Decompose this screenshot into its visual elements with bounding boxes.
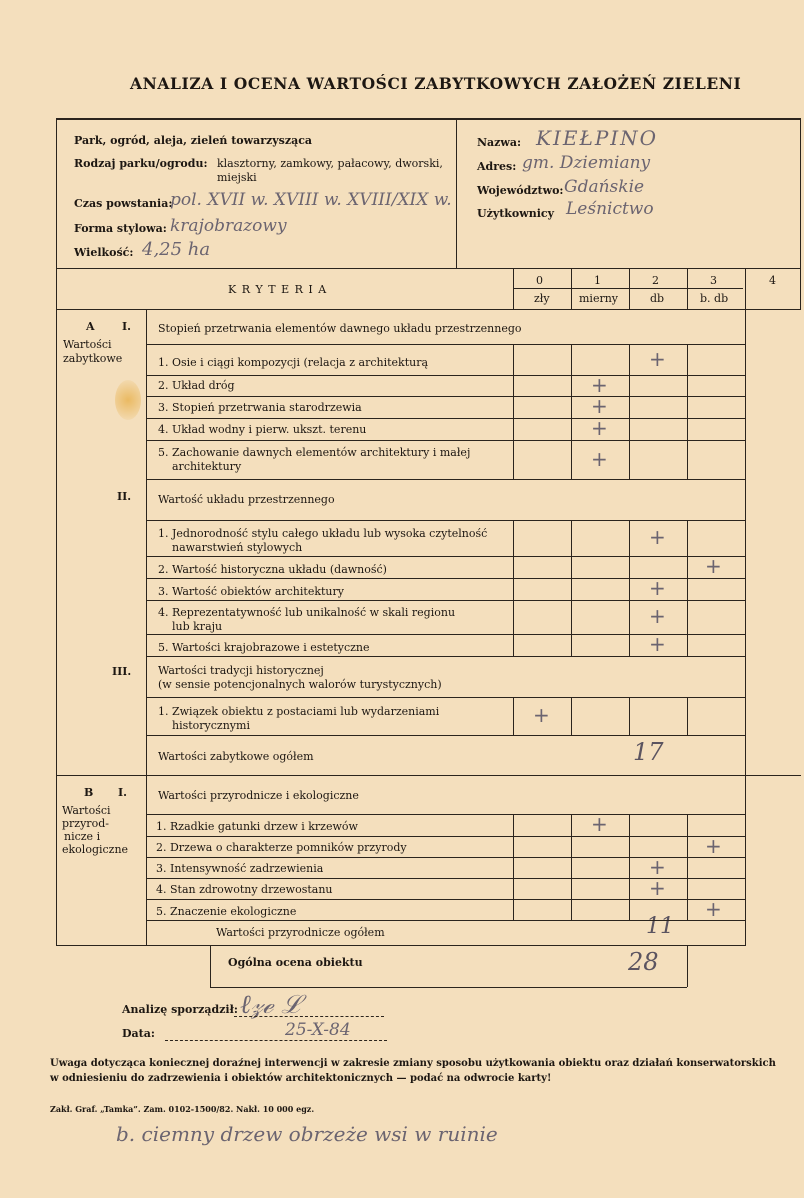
rodzaj-options: klasztorny, zamkowy, pałacowy, dworski, — [217, 157, 443, 170]
adres-value: gm. Dziemiany — [522, 153, 651, 173]
forma-label: Forma stylowa: — [74, 222, 167, 235]
date-label: Data: — [122, 1027, 155, 1040]
item-a-ii-1: 1. Jednorodność stylu całego układu lub wysoka czytelność — [158, 527, 488, 540]
col-sep — [687, 520, 688, 656]
header-col-sep — [513, 268, 514, 309]
score-2-name: db — [650, 292, 665, 305]
group-b-bottom — [146, 814, 745, 815]
info-divider — [456, 118, 457, 268]
col-sep — [745, 814, 746, 920]
total-przyrodnicze-label: Wartości przyrodnicze ogółem — [216, 926, 385, 939]
col-sep — [571, 520, 572, 656]
item-b-1: 1. Rzadkie gatunki drzew i krzewów — [156, 820, 358, 833]
kryteria-label: K R Y T E R I A — [228, 283, 328, 296]
row-line — [146, 556, 745, 557]
header-col-sep — [571, 268, 572, 309]
author-dots — [234, 1016, 384, 1017]
overall-value: 28 — [628, 948, 659, 976]
col-sep — [687, 697, 688, 735]
item-b-5: 5. Znaczenie ekologiczne — [156, 905, 297, 918]
note-line-1: Uwaga dotycząca koniecznej doraźnej interwencji w zakresie zmiany sposobu użytkowania obiektu oraz działań konserwatorskich — [50, 1058, 776, 1069]
section-b-roman: I. — [118, 786, 127, 799]
wojewodztwo-label: Województwo: — [477, 184, 564, 197]
frame-right-top — [800, 118, 801, 268]
score-3-num: 3 — [710, 274, 717, 287]
header-col-sep — [800, 268, 801, 309]
wielkosc-label: Wielkość: — [74, 246, 134, 259]
rodzaj-label: Rodzaj parku/ogrodu: — [74, 157, 208, 170]
score-0-num: 0 — [536, 274, 543, 287]
czas-label: Czas powstania: — [74, 197, 173, 210]
b-i-mark: + — [705, 833, 722, 858]
author-signature: ℓ𝓏ℯ ℒ — [240, 990, 301, 1020]
item-a-ii-3: 3. Wartość obiektów architektury — [158, 585, 344, 598]
row-line — [146, 656, 745, 657]
wojewodztwo-value: Gdańskie — [564, 177, 645, 197]
item-b-4: 4. Stan zdrowotny drzewostanu — [156, 883, 333, 896]
header-col-sep — [687, 268, 688, 309]
forma-value: krajobrazowy — [170, 216, 287, 236]
group-iii-subtitle: (w sensie potencjonalnych walorów turystycznych) — [158, 678, 442, 691]
col-sep — [687, 814, 688, 920]
date-value: 25-X-84 — [285, 1020, 351, 1040]
row-line — [146, 920, 745, 921]
nazwa-label: Nazwa: — [477, 136, 522, 149]
b-i-mark: + — [591, 812, 608, 836]
uzytkownicy-value: Leśnictwo — [566, 199, 654, 219]
overall-bottom — [210, 987, 687, 988]
date-dots — [165, 1040, 387, 1041]
b-i-mark: + — [705, 896, 722, 921]
group-iii-bottom — [146, 697, 745, 698]
section-a-code: A — [86, 320, 95, 333]
author-label: Analizę sporządził: — [122, 1003, 238, 1016]
item-b-2: 2. Drzewa o charakterze pomników przyrody — [156, 841, 407, 854]
total-przyrodnicze-value: 11 — [646, 914, 674, 939]
col-sep — [745, 344, 746, 479]
a-i-mark: + — [591, 394, 608, 418]
col-sep — [513, 520, 514, 656]
row-line — [146, 396, 745, 397]
row-line — [146, 735, 745, 736]
col-sep — [513, 814, 514, 920]
section-a-bottom — [56, 775, 801, 776]
col-sep — [571, 344, 572, 479]
item-a-i-5: 5. Zachowanie dawnych elementów architektury i małej — [158, 446, 471, 459]
section-b-bottom — [56, 945, 746, 946]
item-a-ii-4-cont: lub kraju — [172, 620, 223, 633]
item-b-3: 3. Intensywność zadrzewienia — [156, 862, 324, 875]
row-line — [146, 375, 745, 376]
header-col-sep — [629, 268, 630, 309]
overall-label: Ogólna ocena obiektu — [228, 956, 363, 969]
a-ii-mark: + — [649, 604, 666, 628]
item-a-ii-1-cont: nawarstwień stylowych — [172, 541, 303, 554]
section-a-name-2: zabytkowe — [63, 352, 123, 365]
rodzaj-options-2: miejski — [217, 171, 257, 184]
group-i-title: Stopień przetrwania elementów dawnego układu przestrzennego — [158, 322, 522, 335]
col-sep — [629, 697, 630, 735]
score-0-name: zły — [534, 292, 550, 305]
a-i-mark: + — [591, 372, 608, 397]
group-i-bottom — [146, 344, 745, 345]
header-bottom-line — [56, 309, 801, 310]
item-a-ii-5: 5. Wartości krajobrazowe i estetyczne — [158, 641, 370, 654]
b-i-mark: + — [649, 854, 666, 879]
col-sep — [687, 344, 688, 479]
frame-left — [56, 118, 57, 946]
section-a-roman-iii: III. — [112, 665, 132, 678]
page-title: ANALIZA I OCENA WARTOŚCI ZABYTKOWYCH ZAŁOŻEŃ ZIELENI — [130, 74, 742, 93]
nazwa-value: KIEŁPINO — [536, 126, 659, 150]
col-sep — [513, 344, 514, 479]
row-line — [146, 418, 745, 419]
row-line — [146, 836, 745, 837]
item-a-i-2: 2. Układ dróg — [158, 379, 235, 392]
row-line — [146, 440, 745, 441]
col-sep — [571, 697, 572, 735]
a-ii-mark: + — [649, 632, 666, 656]
section-b-name-2: przyrod- — [62, 817, 109, 830]
item-a-i-5-cont: architektury — [172, 460, 242, 473]
section-a-inner-left — [146, 309, 147, 775]
col-sep — [745, 520, 746, 656]
note-line-2: w odniesieniu do zadrzewienia i obiektów architektonicznych — podać na odwrocie karty! — [50, 1073, 552, 1084]
section-b-code: B — [84, 786, 94, 799]
group-ii-title: Wartość układu przestrzennego — [158, 493, 335, 506]
col-sep — [513, 697, 514, 735]
col-sep — [629, 520, 630, 656]
item-a-ii-2: 2. Wartość historyczna układu (dawność) — [158, 563, 387, 576]
section-a-name: Wartości — [63, 338, 112, 351]
info-bottom-line — [56, 268, 801, 269]
wielkosc-value: 4,25 ha — [142, 239, 211, 260]
item-a-i-4: 4. Układ wodny i pierw. ukszt. terenu — [158, 423, 367, 436]
item-a-i-3: 3. Stopień przetrwania starodrzewia — [158, 401, 362, 414]
park-line: Park, ogród, aleja, zieleń towarzysząca — [74, 134, 313, 147]
score-3-name: b. db — [700, 292, 729, 305]
overall-left — [210, 945, 211, 987]
a-ii-mark: + — [649, 525, 666, 549]
a-i-mark: + — [591, 416, 608, 440]
score-1-name: mierny — [579, 292, 619, 305]
item-a-iii-1-cont: historycznymi — [172, 719, 250, 732]
section-b-name-3: nicze i — [64, 830, 101, 843]
col-sep — [571, 814, 572, 920]
frame-top — [56, 118, 801, 120]
czas-value: pol. XVII w. XVIII w. XVIII/XIX w. — [170, 190, 452, 210]
group-ii-bottom — [146, 520, 745, 521]
section-a-roman-ii: II. — [117, 490, 132, 503]
header-mid-line — [513, 288, 743, 289]
a-ii-mark: + — [705, 554, 722, 578]
a-ii-mark: + — [649, 576, 666, 600]
item-a-iii-1: 1. Związek obiektu z postaciami lub wydarzeniami — [158, 705, 440, 718]
paper-stain — [115, 380, 141, 420]
handwritten-note: b. ciemny drzew obrzeże wsi w ruinie — [116, 1122, 498, 1146]
b-i-mark: + — [649, 875, 666, 900]
section-a-roman: I. — [122, 320, 131, 333]
a-iii-mark: + — [533, 703, 550, 727]
a-i-mark: + — [649, 346, 666, 371]
score-2-num: 2 — [652, 274, 659, 287]
printer-info: Zakł. Graf. „Tamka”. Zam. 0102-1500/82. Nakł. 10 000 egz. — [50, 1104, 315, 1114]
score-4-num: 4 — [769, 274, 776, 287]
group-iii-title: Wartości tradycji historycznej — [158, 664, 324, 677]
col-sep — [629, 344, 630, 479]
group-b-title: Wartości przyrodnicze i ekologiczne — [158, 789, 359, 802]
item-a-i-1: 1. Osie i ciągi kompozycji (relacja z architekturą — [158, 356, 429, 369]
header-col-sep — [745, 268, 746, 309]
section-b-name-4: ekologiczne — [62, 843, 129, 856]
total-zabytkowe-value: 17 — [633, 738, 664, 766]
total-zabytkowe-label: Wartości zabytkowe ogółem — [158, 750, 314, 763]
row-line — [146, 600, 745, 601]
uzytkownicy-label: Użytkownicy — [477, 207, 555, 220]
adres-label: Adres: — [477, 160, 517, 173]
score-1-num: 1 — [594, 274, 601, 287]
section-b-name-1: Wartości — [62, 804, 111, 817]
item-a-ii-4: 4. Reprezentatywność lub unikalność w skali regionu — [158, 606, 456, 619]
col-sep — [745, 697, 746, 735]
a-i-mark: + — [591, 446, 608, 471]
overall-right — [687, 945, 688, 987]
row-line — [146, 479, 745, 480]
col-sep — [629, 814, 630, 920]
